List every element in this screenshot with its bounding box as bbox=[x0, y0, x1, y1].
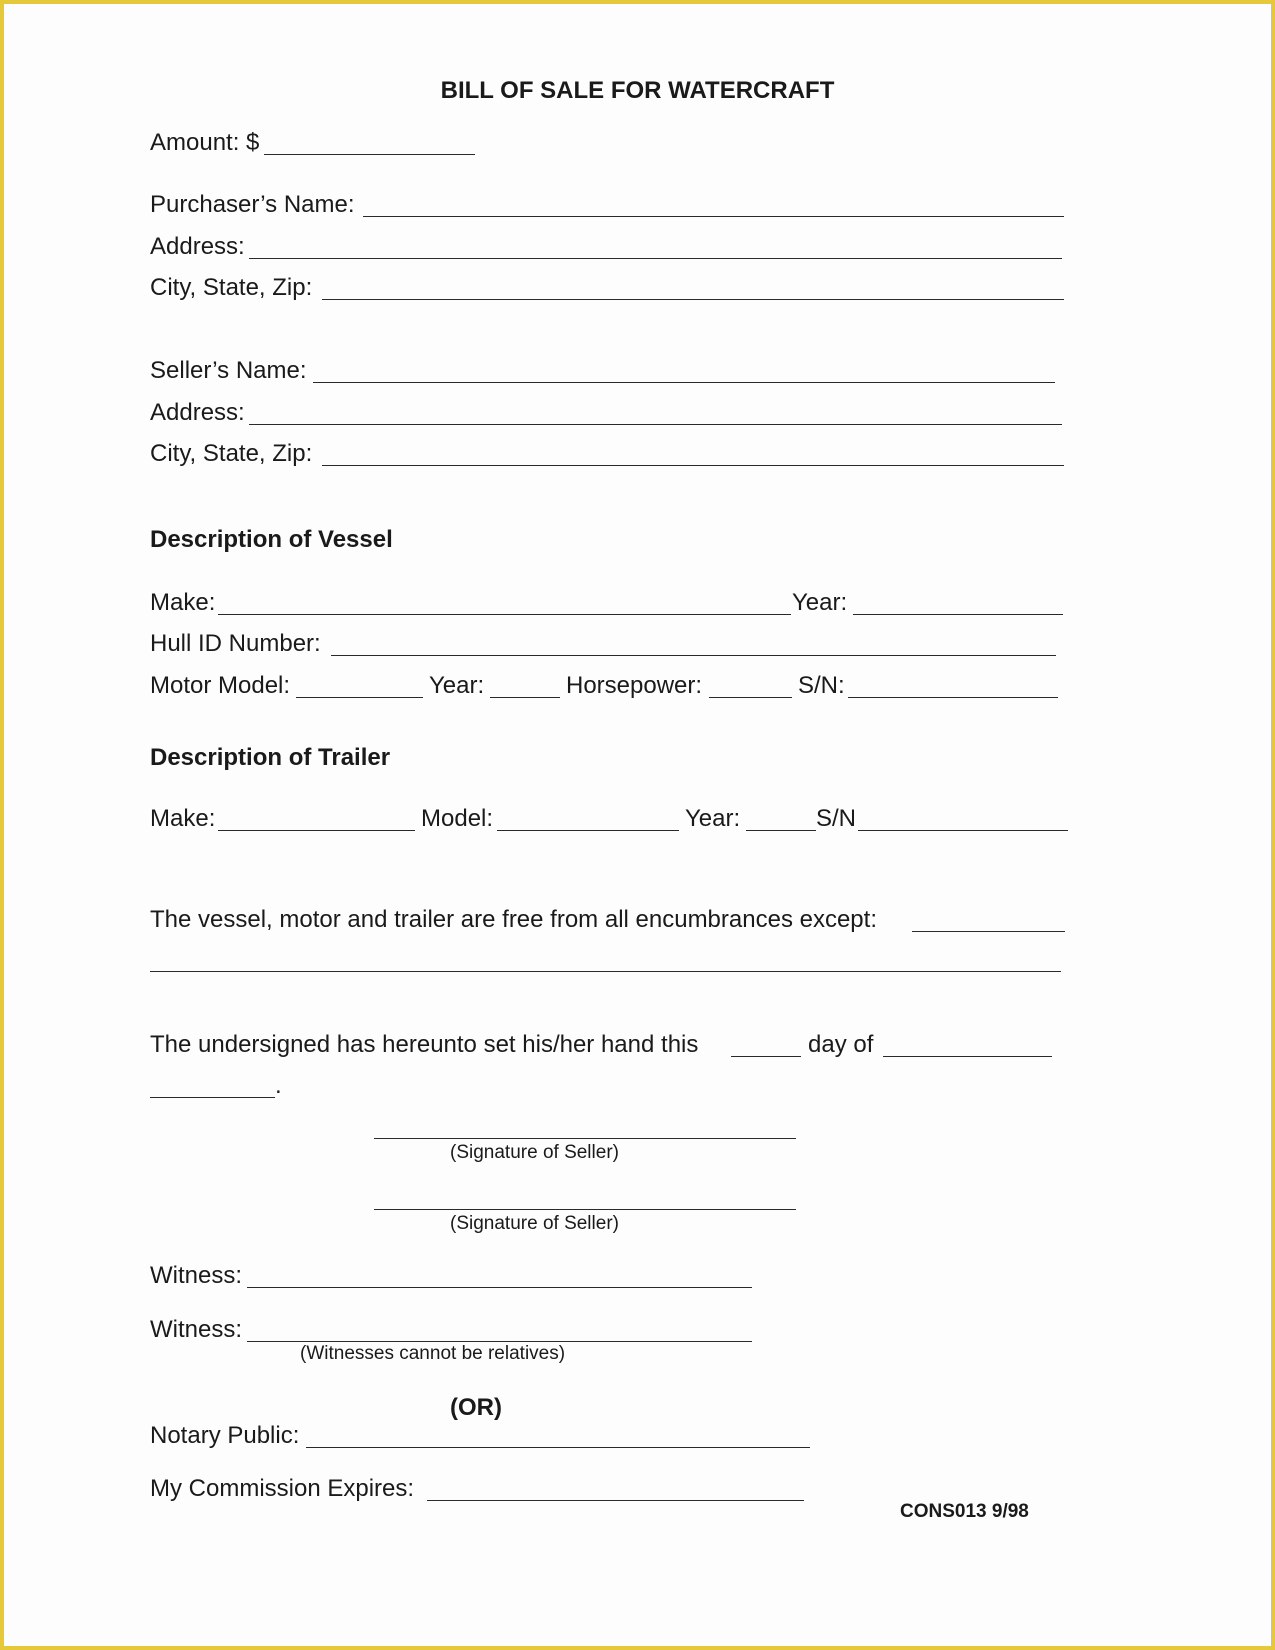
seller-name-label: Seller’s Name: bbox=[150, 357, 307, 384]
day-of-text: day of bbox=[808, 1031, 874, 1058]
purchaser-address-field[interactable] bbox=[249, 258, 1062, 259]
motor-year-field[interactable] bbox=[490, 697, 560, 698]
day-field[interactable] bbox=[731, 1056, 801, 1057]
commission-label: My Commission Expires: bbox=[150, 1475, 415, 1502]
horsepower-label: Horsepower: bbox=[566, 672, 703, 699]
seller-signature-caption-1: (Signature of Seller) bbox=[450, 1142, 619, 1163]
undersigned-end: . bbox=[275, 1072, 282, 1099]
purchaser-city-label: City, State, Zip: bbox=[150, 274, 313, 301]
witness-label-1: Witness: bbox=[150, 1262, 243, 1289]
vessel-heading: Description of Vessel bbox=[150, 526, 393, 553]
page-title: BILL OF SALE FOR WATERCRAFT bbox=[440, 77, 835, 104]
motor-year-label: Year: bbox=[429, 672, 485, 699]
purchaser-name-field[interactable] bbox=[363, 216, 1064, 217]
notary-label: Notary Public: bbox=[150, 1422, 300, 1449]
witness-field-1[interactable] bbox=[247, 1287, 752, 1288]
commission-field[interactable] bbox=[427, 1500, 804, 1501]
undersigned-text: The undersigned has hereunto set his/her hand this bbox=[150, 1031, 699, 1058]
seller-address-label: Address: bbox=[150, 399, 245, 426]
motor-sn-field[interactable] bbox=[848, 697, 1058, 698]
hull-id-field[interactable] bbox=[331, 655, 1056, 656]
seller-signature-line-1[interactable] bbox=[374, 1138, 796, 1139]
trailer-sn-field[interactable] bbox=[858, 830, 1068, 831]
witness-field-2[interactable] bbox=[247, 1341, 752, 1342]
purchaser-city-field[interactable] bbox=[322, 299, 1064, 300]
form-code: CONS013 9/98 bbox=[900, 1501, 1029, 1522]
encumbrances-field-line2[interactable] bbox=[150, 971, 1061, 972]
witness-label-2: Witness: bbox=[150, 1316, 243, 1343]
motor-model-label: Motor Model: bbox=[150, 672, 291, 699]
seller-signature-caption-2: (Signature of Seller) bbox=[450, 1213, 619, 1234]
seller-signature-line-2[interactable] bbox=[374, 1209, 796, 1210]
encumbrances-text: The vessel, motor and trailer are free from all encumbrances except: bbox=[150, 906, 877, 933]
purchaser-name-label: Purchaser’s Name: bbox=[150, 191, 355, 218]
trailer-year-label: Year: bbox=[685, 805, 741, 832]
motor-sn-label: S/N: bbox=[798, 672, 845, 699]
year-field[interactable] bbox=[150, 1097, 275, 1098]
trailer-make-field[interactable] bbox=[218, 830, 415, 831]
amount-field[interactable] bbox=[264, 154, 475, 155]
trailer-model-field[interactable] bbox=[497, 830, 679, 831]
hull-id-label: Hull ID Number: bbox=[150, 630, 321, 657]
trailer-model-label: Model: bbox=[421, 805, 494, 832]
seller-city-field[interactable] bbox=[322, 465, 1064, 466]
vessel-year-field[interactable] bbox=[853, 614, 1063, 615]
seller-name-field[interactable] bbox=[313, 382, 1055, 383]
vessel-make-field[interactable] bbox=[218, 614, 791, 615]
horsepower-field[interactable] bbox=[709, 697, 792, 698]
vessel-make-label: Make: bbox=[150, 589, 216, 616]
seller-address-field[interactable] bbox=[249, 424, 1062, 425]
trailer-year-field[interactable] bbox=[746, 830, 816, 831]
purchaser-address-label: Address: bbox=[150, 233, 245, 260]
trailer-sn-label: S/N bbox=[816, 805, 857, 832]
motor-model-field[interactable] bbox=[296, 697, 423, 698]
trailer-make-label: Make: bbox=[150, 805, 216, 832]
vessel-year-label: Year: bbox=[792, 589, 848, 616]
amount-label: Amount: $ bbox=[150, 129, 260, 156]
month-field[interactable] bbox=[883, 1056, 1052, 1057]
notary-field[interactable] bbox=[306, 1447, 810, 1448]
encumbrances-field[interactable] bbox=[912, 931, 1065, 932]
witness-note: (Witnesses cannot be relatives) bbox=[300, 1343, 566, 1364]
seller-city-label: City, State, Zip: bbox=[150, 440, 313, 467]
trailer-heading: Description of Trailer bbox=[150, 744, 391, 771]
or-label: (OR) bbox=[450, 1394, 502, 1421]
